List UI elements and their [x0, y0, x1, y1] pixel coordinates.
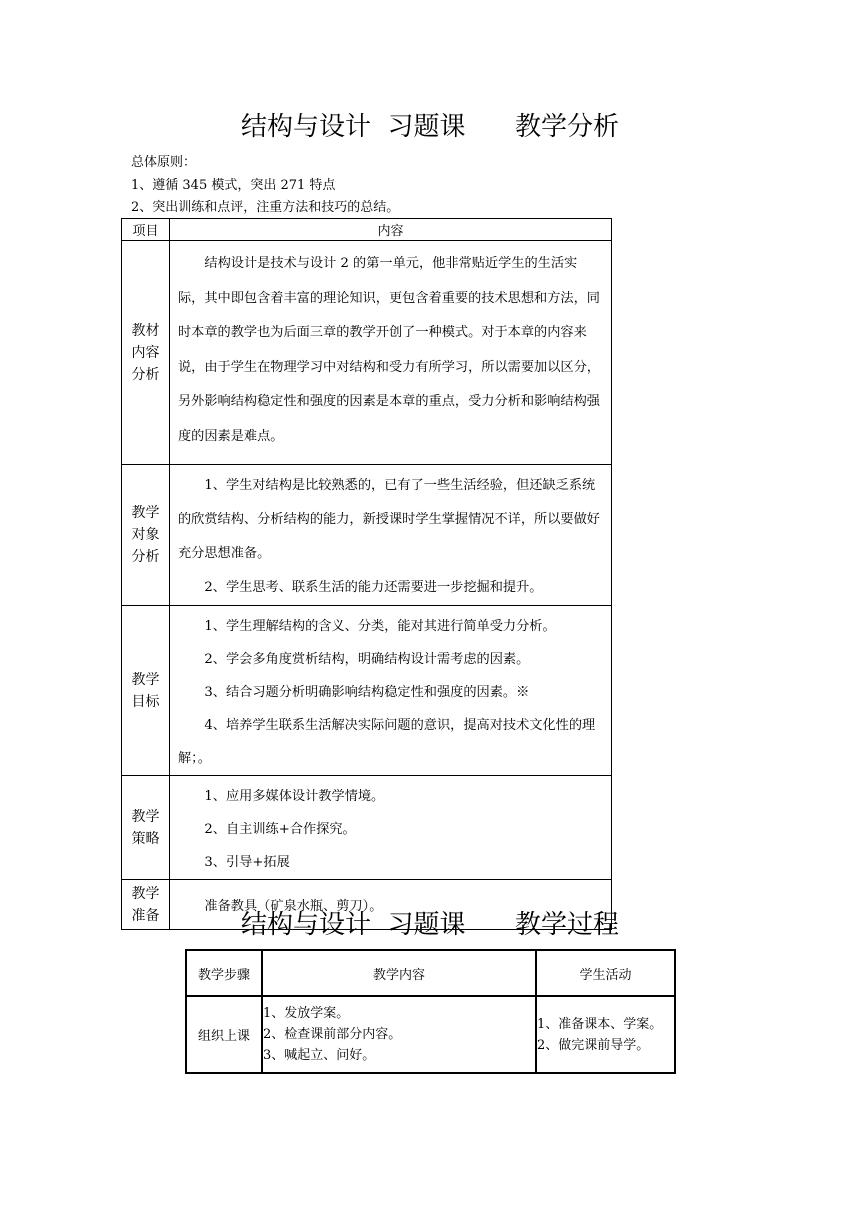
list-item: 2、检查课前部分内容。 [263, 1027, 402, 1042]
principle-item: 2、突出训练和点评，注重方法和技巧的总结。 [131, 200, 400, 215]
content-paragraph: 准备教具（矿泉水瓶、剪刀）。 [204, 899, 383, 914]
row-content [170, 241, 612, 465]
content-paragraph: 2、自主训练+合作探究。 [204, 822, 356, 837]
table-header-row [122, 219, 612, 241]
content-paragraph: 1、应用多媒体设计教学情境。 [204, 789, 385, 804]
analysis-table [121, 218, 612, 930]
content-cell [263, 997, 537, 1074]
process-table [185, 949, 676, 1074]
header-content: 内容 [170, 219, 612, 241]
content-paragraph: 1、学生理解结构的含义、分类，能对其进行简单受力分析。 [204, 619, 556, 634]
table-row [122, 776, 612, 880]
header-activity: 学生活动 [537, 951, 676, 997]
table-row [122, 465, 612, 606]
list-item: 2、做完课前导学。 [537, 1037, 650, 1053]
table-row [187, 997, 676, 1074]
content-paragraph: 结构设计是技术与设计 2 的第一单元，他非常贴近学生的生活实际，其中即包含着丰富的理论知识，更包含着重要的技术思想和方法，同时本章的教学也为后面三章的教学开创了一种模式。对于本章的内容来说，由于学生在物理学习中对结构和受力有所学习，所以需要加以区分，另外影响结构稳定性和强度的因素是本章的重点，受力分析和影响结构强度的因素是难点。 [178, 256, 600, 444]
content-paragraph: 4、培养学生联系生活解决实际问题的意识，提高对技术文化性的理解；。 [178, 718, 596, 766]
header-item: 项目 [122, 219, 170, 241]
table-row [122, 241, 612, 465]
table-header-row [187, 951, 676, 997]
table-row [122, 606, 612, 776]
row-label: 教材 内容 分析 [122, 241, 170, 465]
activity-cell [537, 997, 676, 1074]
content-paragraph: 2、学会多角度赏析结构，明确结构设计需考虑的因素。 [204, 652, 530, 667]
page-title: 结构与设计 习题课 教学分析 [240, 112, 620, 142]
list-item: 3、喊起立、问好。 [263, 1048, 376, 1063]
list-item: 1、准备课本、学案。 [537, 1016, 663, 1032]
content-paragraph: 2、学生思考、联系生活的能力还需要进一步挖掘和提升。 [204, 580, 543, 595]
step-cell: 组织上课 [187, 997, 263, 1074]
principles-heading: 总体原则： [131, 155, 197, 170]
principle-item: 1、遵循 345 模式，突出 271 特点 [131, 178, 336, 193]
row-label: 教学 准备 [122, 880, 170, 930]
content-paragraph: 1、学生对结构是比较熟悉的，已有了一些生活经验，但还缺乏系统的欣赏结构、分析结构的能力，新授课时学生掌握情况不详，所以要做好充分思想准备。 [178, 478, 600, 561]
row-label: 教学 策略 [122, 776, 170, 880]
row-content [170, 465, 612, 606]
row-content [170, 776, 612, 880]
header-content: 教学内容 [263, 951, 537, 997]
section-title: 结构与设计 习题课 教学过程 [240, 910, 620, 940]
content-paragraph: 3、引导+拓展 [204, 855, 290, 870]
list-item: 1、发放学案。 [263, 1006, 350, 1021]
header-step: 教学步骤 [187, 951, 263, 997]
row-label: 教学 对象 分析 [122, 465, 170, 606]
content-paragraph: 3、结合习题分析明确影响结构稳定性和强度的因素。※ [204, 685, 530, 700]
row-label: 教学 目标 [122, 606, 170, 776]
row-content [170, 606, 612, 776]
